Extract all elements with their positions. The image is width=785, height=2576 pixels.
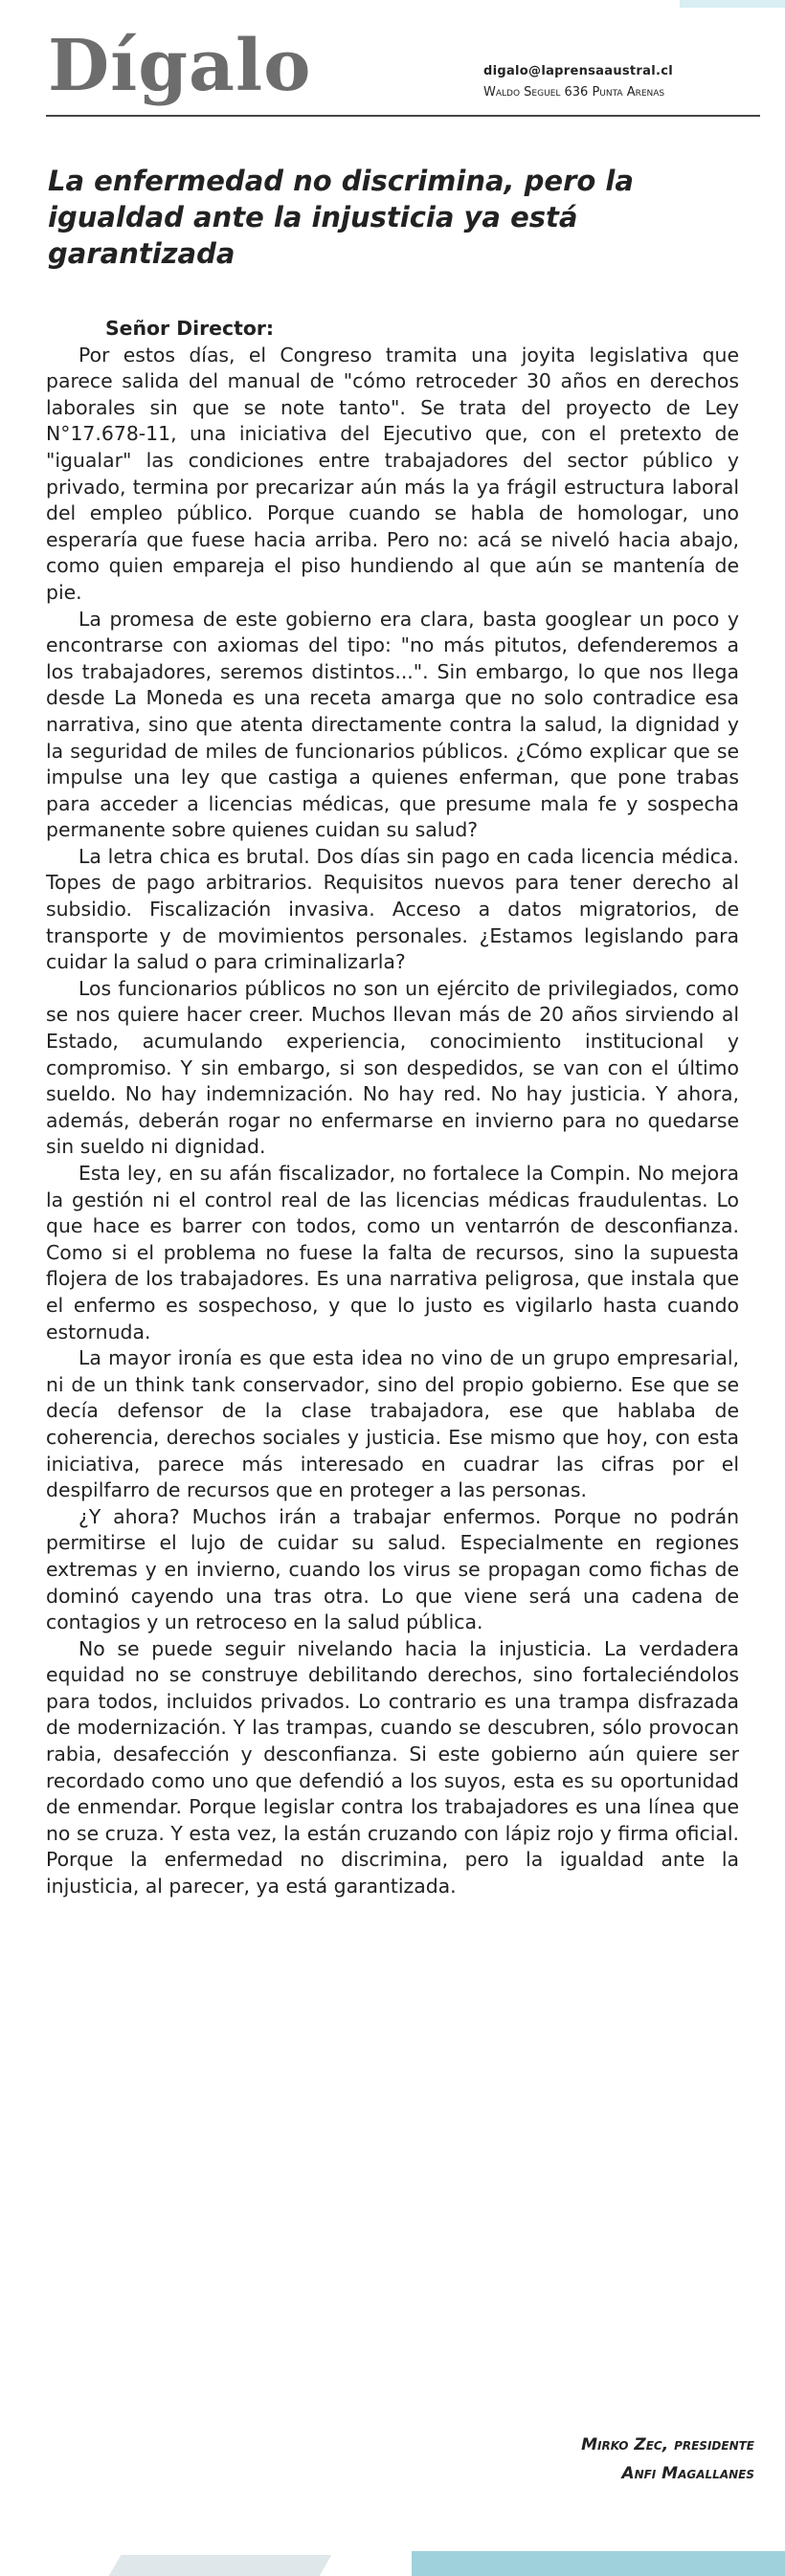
signature-name: Mirko Zec, presidente: [581, 2435, 754, 2454]
letter-headline: La enfermedad no discrimina, pero la igualdad ante la injusticia ya está garantizada: [48, 165, 634, 270]
top-decorative-strip: [0, 0, 785, 8]
signature-organization: Anfi Magallanes: [621, 2464, 754, 2483]
letter-paragraph-2: La promesa de este gobierno era clara, basta googlear un poco y encontrarse con axiomas del tipo: "no más pitutos, defenderemos a los trabajadores, seremos distintos...". Sin embargo, lo que nos llega desde La Moneda es una receta amarga que no solo contradice esa narrativa, sino que atenta directamente contra la salud, la dignidad y la seguridad de miles de funcionarios públicos. ¿Cómo explicar que se impulse una ley que castiga a quienes enferman, que pone trabas para acceder a licencias médicas, que presume mala fe y sospecha permanente sobre quienes cuidan su salud?: [46, 607, 739, 842]
bottom-band-grey: [109, 2555, 332, 2576]
bottom-band-teal: [412, 2551, 785, 2576]
section-title: Dígalo: [48, 25, 312, 107]
letter-paragraph-1: Por estos días, el Congreso tramita una joyita legislativa que parece salida del manual de "cómo retroceder 30 años en derechos laborales sin que se note tanto". Se trata del proyecto de Ley N°17.678-11, una iniciativa del Ejecutivo que, con el pretexto de "igualar" las condiciones entre trabajadores del sector público y privado, termina por precarizar aún más la ya frágil estructura laboral del empleo público. Porque cuando se habla de homologar, uno esperaría que fuese hacia arriba. Pero no: acá se niveló hacia abajo, como quien empareja el piso hundiendo al que aún se mantenía de pie.: [46, 343, 739, 604]
letter-body: [46, 316, 739, 1900]
contact-email: digalo@laprensaaustral.cl: [483, 64, 673, 78]
contact-address: Waldo Seguel 636 Punta Arenas: [483, 85, 665, 100]
letter-paragraph-8: No se puede seguir nivelando hacia la injusticia. La verdadera equidad no se construye debilitando derechos, sino fortaleciéndolos para todos, incluidos privados. Lo contrario es una trampa disfrazada de modernización. Y las trampas, cuando se descubren, sólo provocan rabia, desafección y desconfianza. Si este gobierno aún quiere ser recordado como uno que defendió a los suyos, esta es su oportunidad de enmendar. Porque legislar contra los trabajadores es una línea que no se cruza. Y esta vez, la están cruzando con lápiz rojo y firma oficial. Porque la enfermedad no discrimina, pero la igualdad ante la injusticia, al parecer, ya está garantizada.: [46, 1636, 739, 1899]
section-header: [0, 10, 785, 115]
letter-salutation: Señor Director:: [105, 317, 275, 340]
bottom-decorative-strip: [0, 2545, 785, 2576]
letter-paragraph-5: Esta ley, en su afán fiscalizador, no fortalece la Compin. No mejora la gestión ni el control real de las licencias médicas fraudulentas. Lo que hace es barrer con todos, como un ventarrón de desconfianza. Como si el problema no fuese la falta de recursos, sino la supuesta flojera de los trabajadores. Es una narrativa peligrosa, que instala que el enfermo es sospechoso, y que lo justo es vigilarlo hasta cuando estornuda.: [46, 1162, 739, 1344]
contact-block: [483, 61, 771, 103]
letter-paragraph-4: Los funcionarios públicos no son un ejército de privilegiados, como se nos quiere hacer creer. Muchos llevan más de 20 años sirviendo al Estado, acumulando experiencia, conocimiento institucional y compromiso. Y sin embargo, si son despedidos, se van con el último sueldo. No hay indemnización. No hay red. No hay justicia. Y ahora, además, deberán rogar no enfermarse en invierno para no quedarse sin sueldo ni dignidad.: [46, 976, 739, 1159]
top-accent-bar: [680, 0, 785, 8]
letter-paragraph-3: La letra chica es brutal. Dos días sin pago en cada licencia médica. Topes de pago arbitrarios. Requisitos nuevos para tener derecho al subsidio. Fiscalización invasiva. Acceso a datos migratorios, de transporte y de movimientos personales. ¿Estamos legislando para cuidar la salud o para criminalizarla?: [46, 844, 739, 974]
letter-paragraph-6: La mayor ironía es que esta idea no vino de un grupo empresarial, ni de un think tank conservador, sino del propio gobierno. Ese que se decía defensor de la clase trabajadora, ese que hablaba de coherencia, derechos sociales y justicia. Ese mismo que hoy, con esta iniciativa, parece más interesado en cuadrar las cifras por el despilfarro de recursos que en proteger a las personas.: [46, 1346, 739, 1502]
letter-paragraph-7: ¿Y ahora? Muchos irán a trabajar enfermos. Porque no podrán permitirse el lujo de cuidar su salud. Especialmente en regiones extremas y en invierno, cuando los virus se propagan como fichas de dominó cayendo una tras otra. Lo que viene será una cadena de contagios y un retroceso en la salud pública.: [46, 1504, 739, 1634]
letter-signature: [581, 2431, 754, 2488]
header-divider: [46, 115, 760, 117]
